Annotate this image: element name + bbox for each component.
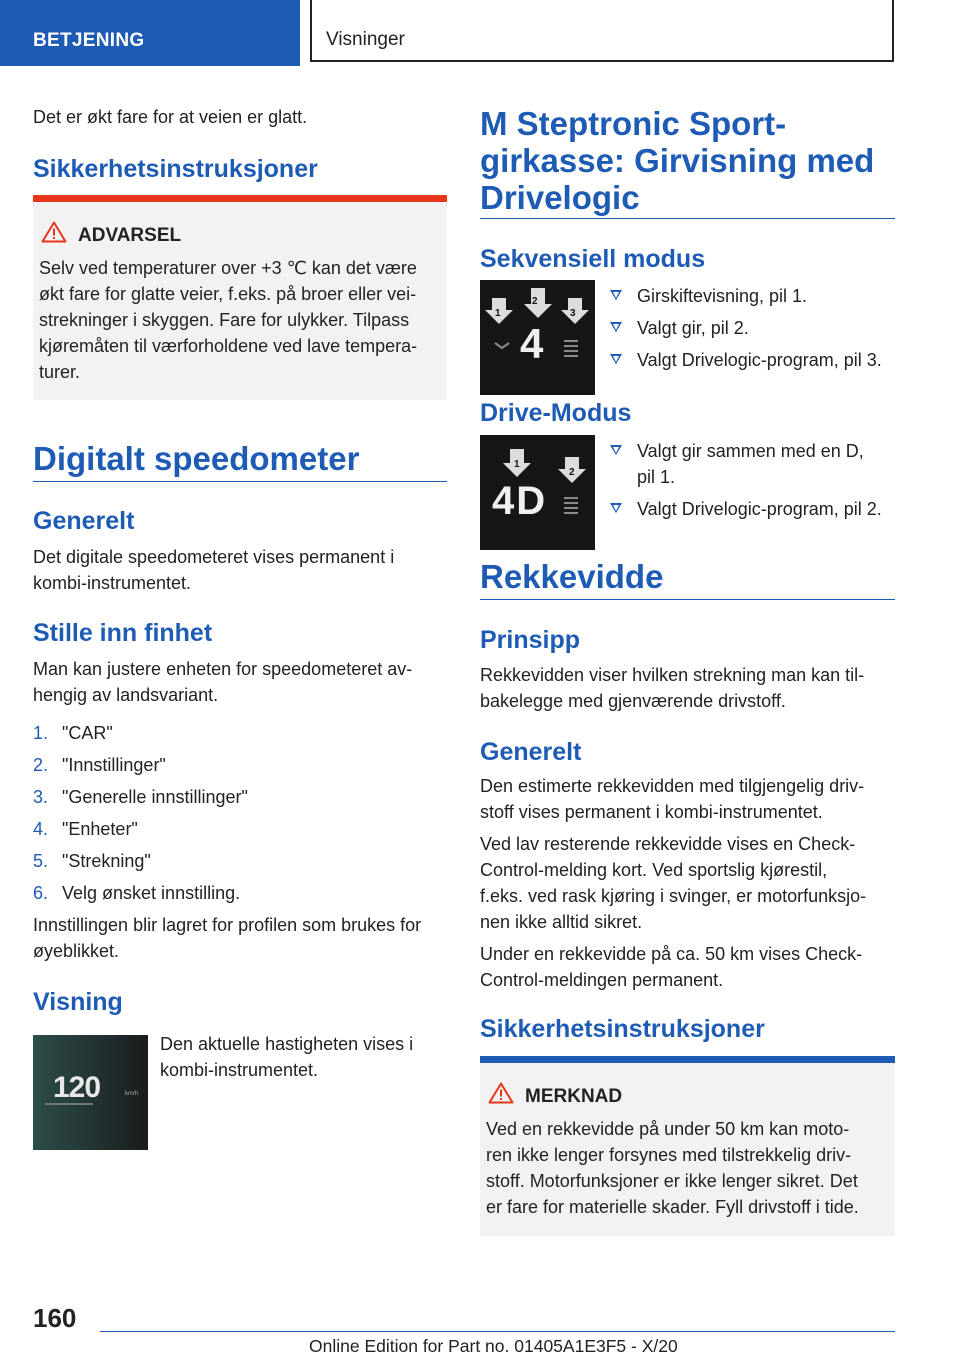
text-line: Den aktuelle hastigheten vises i [160, 1034, 414, 1054]
list-text [637, 438, 864, 490]
chapter-tab [310, 0, 894, 62]
text-line: kombi-instrumentet. [160, 1060, 319, 1080]
bullet-triangle-icon [610, 445, 622, 455]
warning-text [39, 255, 417, 385]
general-heading: Generelt [480, 738, 582, 766]
edition-text: Online Edition for Part no. 01405A1E3F5 - X/20 [309, 1336, 678, 1356]
warning-title: ADVARSEL [78, 225, 182, 246]
step-text: "Generelle innstillinger" [62, 787, 248, 807]
bullet-triangle-icon [610, 290, 622, 300]
warning-line: strekninger i skyggen. Fare for ulykker. Tilpass [39, 310, 410, 330]
principle-text [480, 662, 864, 714]
warning-line: Selv ved temperaturer over +3 ℃ kan det være [39, 258, 417, 278]
text-line: Rekkevidden viser hvilken strekning man kan til- [480, 665, 865, 685]
speedo-heading: Digitalt speedometer [33, 440, 360, 477]
step-text: Velg ønsket innstilling. [62, 883, 241, 903]
step-number: 4. [33, 819, 49, 839]
page-number: 160 [33, 1303, 77, 1333]
heading-rule [33, 481, 447, 482]
safety-heading: Sikkerhetsinstruksjoner [33, 155, 318, 183]
bullet-triangle-icon [610, 354, 622, 364]
heading-rule [480, 218, 895, 219]
text-line: Den estimerte rekkevidden med tilgjengelig driv- [480, 776, 865, 796]
text-line: øyeblikket. [33, 941, 120, 961]
text-line: kombi-instrumentet. [33, 573, 192, 593]
text-line: Det digitale speedometeret vises permanent i [33, 547, 395, 567]
gear-indicator: 4 [520, 320, 544, 367]
heading-rule [480, 599, 895, 600]
notice-line: Ved en rekkevidde på under 50 km kan moto- [486, 1119, 850, 1139]
steptronic-heading [480, 105, 874, 216]
general-heading: Generelt [33, 507, 135, 535]
text-line: Ved lav resterende rekkevidde vises en Check- [480, 834, 856, 854]
range-heading: Rekkevidde [480, 558, 664, 595]
unit-heading: Stille inn finhet [33, 619, 213, 647]
text-line: Under en rekkevidde på ca. 50 km vises Check- [480, 944, 863, 964]
drive-mode-image [480, 435, 595, 550]
text-line: pil 1. [637, 467, 676, 487]
text-line: stoff vises permanent i kombi-instrumentet. [480, 802, 823, 822]
step-number: 3. [33, 787, 49, 807]
warning-line: kjøremåten til værforholdene ved lave tempera- [39, 336, 418, 356]
general-text [480, 773, 866, 993]
step-text: "Strekning" [62, 851, 151, 871]
notice-text [486, 1116, 859, 1220]
heading-line: M Steptronic Sport- [480, 105, 787, 142]
step-number: 2. [33, 755, 49, 775]
principle-heading: Prinsipp [480, 626, 581, 654]
warning-triangle-icon [488, 1082, 514, 1104]
step-text: "CAR" [62, 723, 113, 743]
general-text [33, 544, 394, 596]
notice-box [480, 1056, 895, 1236]
step-number: 1. [33, 723, 49, 743]
speed-value: 120 [53, 1071, 101, 1104]
warning-line: økt fare for glatte veier, f.eks. på broer eller vei- [39, 284, 417, 304]
heading-line: girkasse: Girvisning med [480, 142, 875, 179]
arrow-label: 2 [532, 296, 538, 307]
heading-line: Drivelogic [480, 179, 640, 216]
warning-triangle-icon [41, 221, 67, 243]
arrow-label: 3 [570, 308, 576, 319]
arrow-label: 1 [514, 459, 520, 470]
text-line: bakelegge med gjenværende drivstoff. [480, 691, 786, 711]
seq-heading: Sekvensiell modus [480, 245, 706, 273]
saved-text [33, 912, 421, 964]
step-text: "Enheter" [62, 819, 138, 839]
text-line: Control-melding kort. Ved sportslig kjørestil, [480, 860, 828, 880]
gear-indicator: 4D [492, 479, 548, 523]
warning-line: turer. [39, 362, 81, 382]
drive-heading: Drive-Modus [480, 399, 632, 427]
bullet-triangle-icon [610, 503, 622, 513]
chapter-title: Visninger [326, 29, 405, 50]
section-tab [0, 0, 300, 66]
sequential-mode-image [480, 280, 595, 395]
text-line: hengig av landsvariant. [33, 685, 219, 705]
safety-heading: Sikkerhetsinstruksjoner [480, 1015, 765, 1043]
section-title: BETJENING [33, 30, 145, 51]
arrow-label: 2 [569, 467, 575, 478]
footer-rule [100, 1331, 895, 1332]
step-number: 5. [33, 851, 49, 871]
text-line: Man kan justere enheten for speedometeret av- [33, 659, 413, 679]
text-line: nen ikke alltid sikret. [480, 912, 643, 932]
notice-line: ren ikke lenger forsynes med tilstrekkelig driv- [486, 1145, 852, 1165]
text-line: f.eks. ved rask kjøring i svinger, er motorfunksjo- [480, 886, 867, 906]
list-text: Valgt Drivelogic-program, pil 2. [637, 499, 882, 519]
speed-unit: km/h [125, 1091, 139, 1097]
display-heading: Visning [33, 988, 123, 1016]
warning-bar [33, 195, 447, 202]
list-text: Valgt Drivelogic-program, pil 3. [637, 350, 882, 370]
warning-box [33, 195, 447, 400]
step-number: 6. [33, 883, 49, 903]
display-text [160, 1031, 413, 1083]
notice-title: MERKNAD [525, 1086, 623, 1107]
notice-line: er fare for materielle skader. Fyll drivstoff i tide. [486, 1197, 859, 1217]
text-line: Innstillingen blir lagret for profilen som brukes for [33, 915, 422, 935]
list-text: Valgt gir, pil 2. [637, 318, 749, 338]
text-line: Valgt gir sammen med en D, [637, 441, 864, 461]
intro-text: Det er økt fare for at veien er glatt. [33, 107, 308, 127]
notice-line: stoff. Motorfunksjoner er ikke lenger sikret. Det [486, 1171, 858, 1191]
notice-bar [480, 1056, 895, 1063]
unit-text [33, 656, 412, 708]
step-text: "Innstillinger" [62, 755, 166, 775]
speedometer-image [33, 1035, 148, 1150]
bullet-triangle-icon [610, 322, 622, 332]
text-line: Control-meldingen permanent. [480, 970, 724, 990]
list-text: Girskiftevisning, pil 1. [637, 286, 808, 306]
arrow-label: 1 [495, 308, 501, 319]
